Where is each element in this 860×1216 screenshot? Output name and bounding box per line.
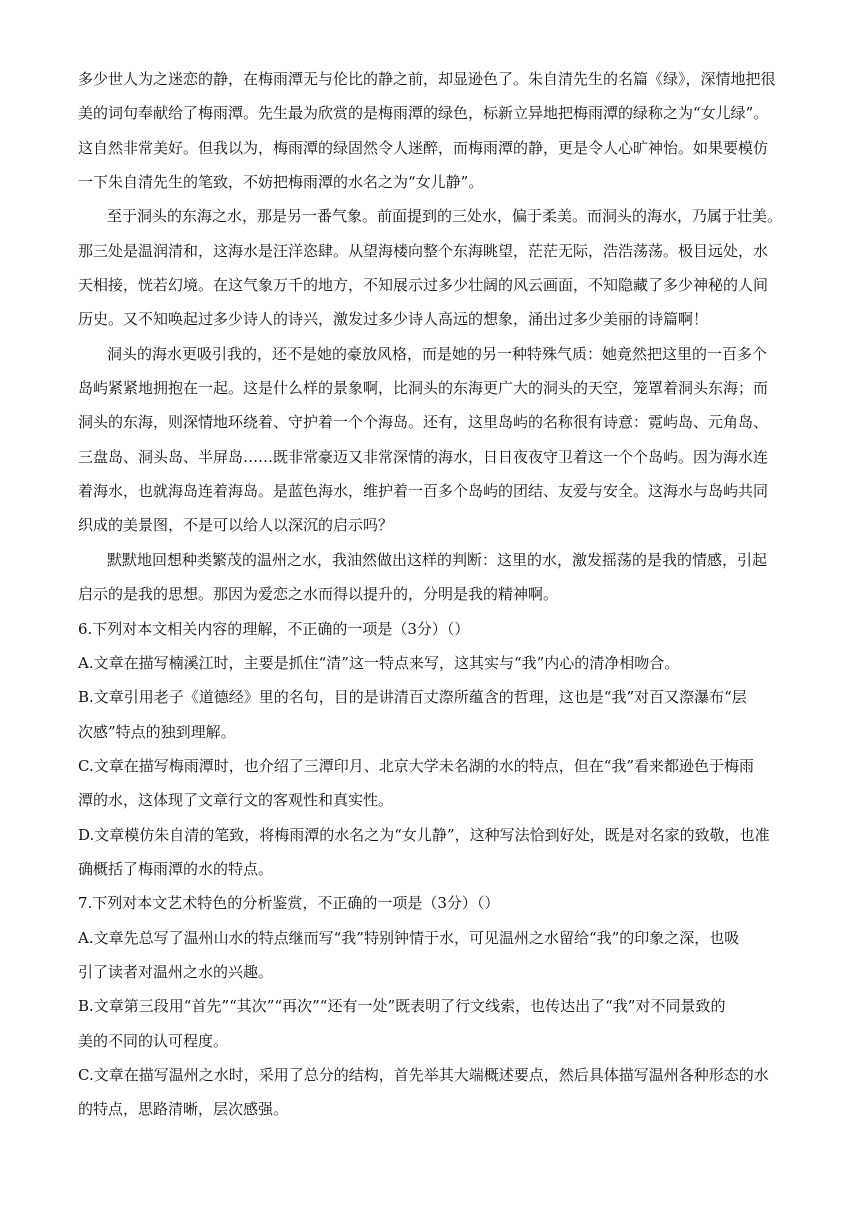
document-page bbox=[78, 62, 782, 1127]
text-line: 那三处是温润清和，这海水是汪洋恣肆。从望海楼向整个东海眺望，茫茫无际，浩浩荡荡。极目远处，水 bbox=[78, 241, 769, 260]
text-line: 多少世人为之迷恋的静，在梅雨潭无与伦比的静之前，却显逊色了。朱自清先生的名篇《绿》，深情地把很 bbox=[78, 70, 776, 88]
passage-paragraph-4 bbox=[78, 543, 782, 612]
option-b-cont: 次感”特点的独到理解。 bbox=[78, 722, 236, 741]
text-line: 洞头的海水更吸引我的，还不是她的豪放风格，而是她的另一种特殊气质：她竟然把这里的一百多个 bbox=[107, 344, 768, 363]
text-line: 启示的是我的思想。那因为爱恋之水而得以提升的，分明是我的精神啊。 bbox=[78, 585, 559, 604]
question-stem: 6.下列对本文相关内容的理解，不正确的一项是（3分）（） bbox=[78, 619, 470, 638]
option-b-cont: 美的不同的认可程度。 bbox=[78, 1031, 229, 1050]
option-c: C.文章在描写梅雨潭时，也介绍了三潭印月、北京大学未名湖的水的特点，但在“我”看来都逊色于梅雨 bbox=[78, 756, 755, 775]
text-line: 一下朱自清先生的笔致，不妨把梅雨潭的水名之为“女儿静”。 bbox=[78, 173, 484, 192]
option-b: B.文章引用老子《道德经》里的名句，目的是讲清百丈漈所蕴含的哲理，这也是“我”对百又漈瀑布“层 bbox=[78, 688, 747, 707]
question-7 bbox=[78, 886, 782, 1126]
option-b: B.文章第三段用“首先”“其次”“再次”“还有一处”既表明了行文线索，也传达出了“我”对不同景致的 bbox=[78, 997, 726, 1016]
option-d: D.文章模仿朱自清的笔致，将梅雨潭的水名之为“女儿静”，这种写法恰到好处，既是对名家的致敬，也准 bbox=[78, 825, 770, 844]
option-c-cont: 潭的水，这体现了文章行文的客观性和真实性。 bbox=[78, 791, 394, 810]
text-line: 着海水，也就海岛连着海岛。是蓝色海水，维护着一百多个岛屿的团结、友爱与安全。这海水与岛屿共同 bbox=[78, 482, 769, 501]
text-line: 至于洞头的东海之水，那是另一番气象。前面提到的三处水，偏于柔美。而洞头的海水，乃属于壮美。 bbox=[107, 207, 782, 226]
option-c-cont: 的特点，思路清晰，层次感强。 bbox=[78, 1100, 289, 1119]
text-line: 三盘岛、洞头岛、半屏岛……既非常豪迈又非常深情的海水，日日夜夜守卫着这一个个岛屿。因为海水连 bbox=[78, 447, 769, 466]
text-line: 美的词句奉献给了梅雨潭。先生最为欣赏的是梅雨潭的绿色，标新立异地把梅雨潭的绿称之为“女儿绿”。 bbox=[78, 104, 769, 123]
passage-paragraph-2 bbox=[78, 199, 782, 336]
passage-paragraph-3 bbox=[78, 337, 782, 543]
option-a-cont: 引了读者对温州之水的兴趣。 bbox=[78, 962, 274, 981]
option-c: C.文章在描写温州之水时，采用了总分的结构，首先举其大端概述要点，然后具体描写温州各种形态的水 bbox=[78, 1065, 769, 1084]
text-line: 岛屿紧紧地拥抱在一起。这是什么样的景象啊，比洞头的东海更广大的洞头的天空，笼罩着洞头东海；而 bbox=[78, 379, 769, 398]
option-d-cont: 确概括了梅雨潭的水的特点。 bbox=[78, 859, 274, 878]
question-6 bbox=[78, 612, 782, 887]
passage-paragraph-1 bbox=[78, 62, 782, 199]
question-stem: 7.下列对本文艺术特色的分析鉴赏，不正确的一项是（3分）（） bbox=[78, 894, 500, 913]
text-line: 织成的美景图，不是可以给人以深沉的启示吗？ bbox=[78, 516, 394, 535]
option-a: A.文章在描写楠溪江时，主要是抓住“清”这一特点来写，这其实与“我”内心的清净相吻合。 bbox=[78, 653, 680, 672]
text-line: 天相接，恍若幻境。在这气象万千的地方，不知展示过多少壮阔的风云画面，不知隐藏了多少神秘的人间 bbox=[78, 276, 769, 295]
text-line: 历史。又不知唤起过多少诗人的诗兴，激发过多少诗人高远的想象，涌出过多少美丽的诗篇啊！ bbox=[78, 310, 709, 329]
text-line: 这自然非常美好。但我以为，梅雨潭的绿固然令人迷醉，而梅雨潭的静，更是令人心旷神怡。如果要模仿 bbox=[78, 138, 769, 157]
option-a: A.文章先总写了温州山水的特点继而写“我”特别钟情于水，可见温州之水留给“我”的印象之深，也吸 bbox=[78, 928, 740, 947]
text-line: 洞头的东海，则深情地环绕着、守护着一个个海岛。还有，这里岛屿的名称很有诗意：霓屿岛、元角岛、 bbox=[78, 413, 769, 432]
text-line: 默默地回想种类繁茂的温州之水，我油然做出这样的判断：这里的水，激发摇荡的是我的情感，引起 bbox=[107, 550, 768, 569]
